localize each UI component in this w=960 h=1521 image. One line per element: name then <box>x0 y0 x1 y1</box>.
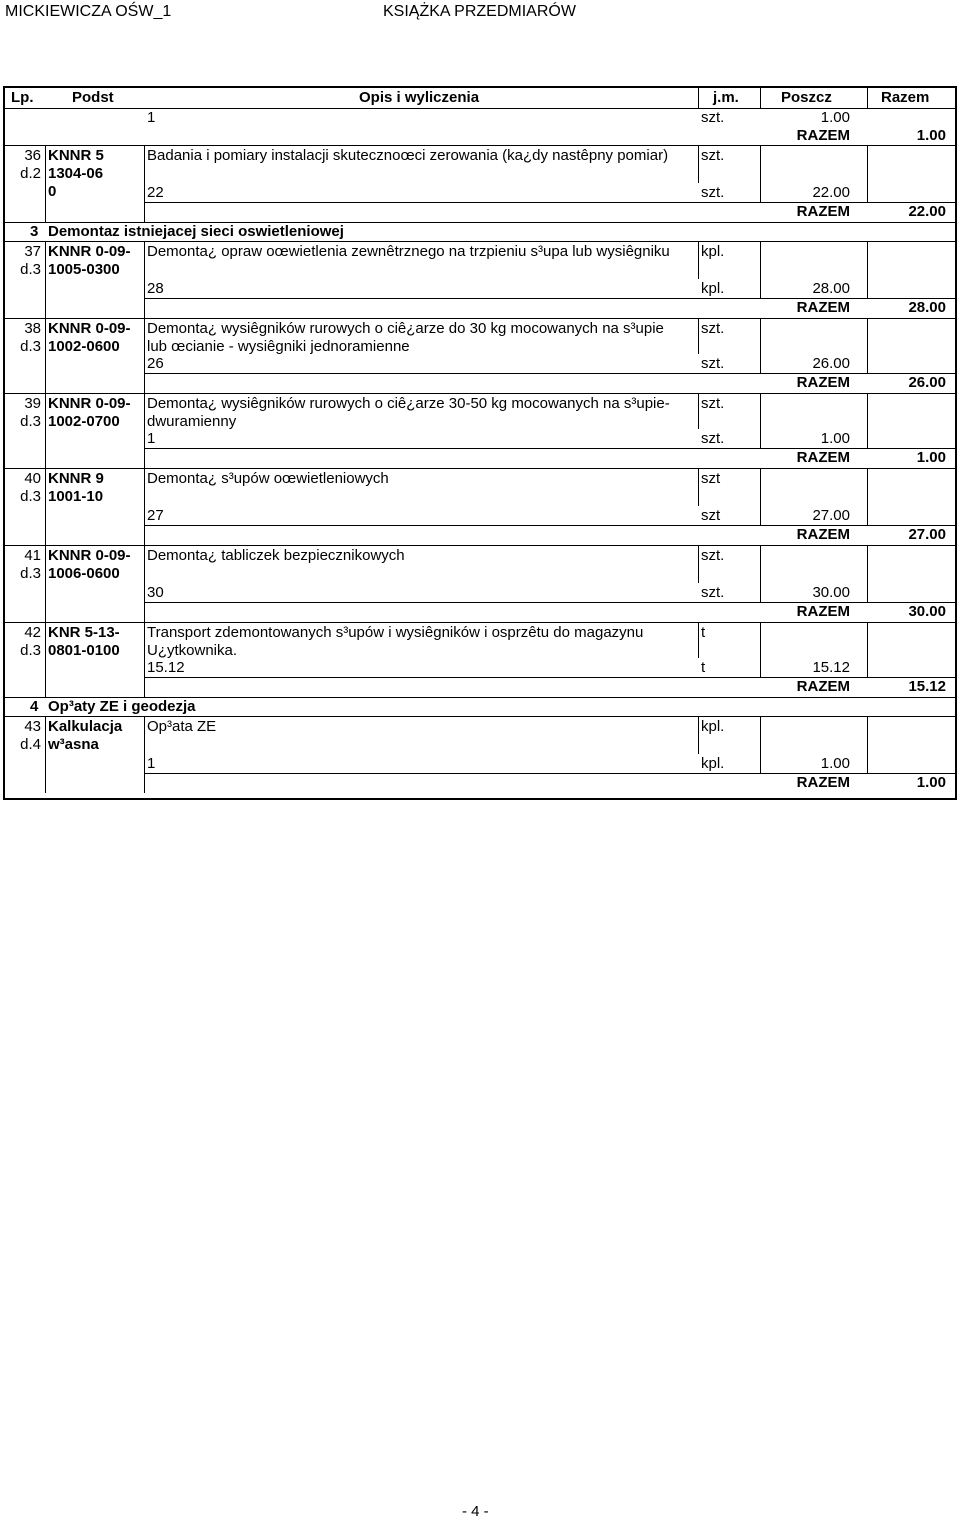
column-header-jm: j.m. <box>713 89 739 106</box>
column-rule <box>698 468 699 506</box>
item-base-code: 1001-10 <box>48 488 104 505</box>
item-unit: kpl. <box>701 243 725 260</box>
calc-quantity: 1 <box>147 109 156 126</box>
item-unit: szt. <box>701 395 725 412</box>
column-rule <box>867 545 868 602</box>
item-lp: 36 <box>24 147 41 164</box>
item-base-code: KNNR 0-09- <box>48 547 131 564</box>
column-rule <box>144 468 145 545</box>
column-header-lp: Lp. <box>11 89 34 106</box>
calc-poszcz: 15.12 <box>812 659 850 676</box>
section-title: Demontaz istniejacej sieci oswietleniowej <box>48 223 344 240</box>
row-rule <box>5 318 955 319</box>
column-rule <box>760 241 761 298</box>
column-rule <box>698 318 699 354</box>
razem-value: 15.12 <box>908 678 946 695</box>
item-unit: szt. <box>701 147 725 164</box>
item-description: Op³ata ZE <box>147 718 217 735</box>
column-rule <box>144 622 145 697</box>
item-base-code: 0 <box>48 183 57 200</box>
column-rule <box>760 318 761 373</box>
column-rule <box>45 241 46 318</box>
item-lp: 41 <box>24 547 41 564</box>
row-rule <box>144 298 955 299</box>
item-lp: 39 <box>24 395 41 412</box>
calc-unit: szt <box>701 507 721 524</box>
section-number: 3 <box>30 223 39 240</box>
column-rule <box>867 88 868 108</box>
calc-poszcz: 28.00 <box>812 280 850 297</box>
column-rule <box>144 393 145 468</box>
column-rule <box>867 393 868 448</box>
razem-label: RAZEM <box>796 678 850 695</box>
razem-value: 26.00 <box>908 374 946 391</box>
calc-unit: kpl. <box>701 755 725 772</box>
item-base-code: 1304-06 <box>48 165 104 182</box>
razem-value: 1.00 <box>916 127 946 144</box>
item-lp: 40 <box>24 470 41 487</box>
column-rule <box>867 716 868 773</box>
calc-quantity: 1 <box>147 755 156 772</box>
item-lp-sub: d.3 <box>20 488 41 505</box>
calc-quantity: 27 <box>147 507 164 524</box>
column-rule <box>698 622 699 658</box>
calc-poszcz: 30.00 <box>812 584 850 601</box>
column-rule <box>698 393 699 429</box>
item-lp-sub: d.3 <box>20 261 41 278</box>
item-base-code: KNNR 0-09- <box>48 320 131 337</box>
row-rule <box>5 622 955 623</box>
column-rule <box>760 393 761 448</box>
column-rule <box>760 716 761 773</box>
razem-value: 30.00 <box>908 603 946 620</box>
item-description: Demonta¿ wysiêgników rurowych o ciê¿arze 30-50 kg mocowanych na s³upie- <box>147 395 670 412</box>
column-rule <box>144 716 145 793</box>
razem-label: RAZEM <box>796 299 850 316</box>
calc-unit: szt. <box>701 184 725 201</box>
row-rule <box>5 716 955 717</box>
column-rule <box>45 716 46 793</box>
item-lp-sub: d.3 <box>20 565 41 582</box>
item-base-code: KNNR 0-09- <box>48 243 131 260</box>
item-base-code: w³asna <box>48 736 99 753</box>
column-rule <box>760 545 761 602</box>
row-rule <box>5 393 955 394</box>
calc-quantity: 1 <box>147 430 156 447</box>
row-rule <box>5 241 955 242</box>
item-lp-sub: d.3 <box>20 413 41 430</box>
razem-label: RAZEM <box>796 203 850 220</box>
calc-quantity: 22 <box>147 184 164 201</box>
calc-quantity: 30 <box>147 584 164 601</box>
item-base-code: Kalkulacja <box>48 718 123 735</box>
calc-unit: szt. <box>701 109 725 126</box>
column-rule <box>867 468 868 525</box>
item-lp-sub: d.2 <box>20 165 41 182</box>
item-base-code: KNR 5-13- <box>48 624 120 641</box>
column-rule <box>867 622 868 677</box>
calc-poszcz: 1.00 <box>820 109 850 126</box>
calc-unit: szt. <box>701 355 725 372</box>
item-description: Demonta¿ s³upów oœwietleniowych <box>147 470 389 487</box>
column-rule <box>45 318 46 393</box>
item-lp: 42 <box>24 624 41 641</box>
column-rule <box>144 145 145 222</box>
item-base-code: KNNR 9 <box>48 470 104 487</box>
column-rule <box>45 468 46 545</box>
column-rule <box>698 545 699 583</box>
column-rule <box>698 241 699 279</box>
calc-quantity: 26 <box>147 355 164 372</box>
razem-value: 28.00 <box>908 299 946 316</box>
column-rule <box>867 145 868 202</box>
row-rule <box>144 202 955 203</box>
calc-unit: t <box>701 659 706 676</box>
column-rule <box>144 241 145 318</box>
calc-unit: szt. <box>701 584 725 601</box>
item-lp: 37 <box>24 243 41 260</box>
column-rule <box>867 318 868 373</box>
row-rule <box>144 602 955 603</box>
column-rule <box>760 145 761 202</box>
item-base-code: KNNR 5 <box>48 147 104 164</box>
column-rule <box>698 716 699 754</box>
column-rule <box>45 145 46 222</box>
item-lp: 43 <box>24 718 41 735</box>
item-lp-sub: d.3 <box>20 642 41 659</box>
column-rule <box>45 622 46 697</box>
item-description: lub œcianie - wysiêgniki jednoramienne <box>147 338 410 355</box>
section-title: Op³aty ZE i geodezja <box>48 698 196 715</box>
item-description: Demonta¿ opraw oœwietlenia zewnêtrznego na trzpieniu s³upa lub wysiêgniku <box>147 243 670 260</box>
item-description: Transport zdemontowanych s³upów i wysiêgników i osprzêtu do magazynu <box>147 624 644 641</box>
razem-label: RAZEM <box>796 127 850 144</box>
item-base-code: 1002-0700 <box>48 413 120 430</box>
column-rule <box>760 468 761 525</box>
calc-poszcz: 22.00 <box>812 184 850 201</box>
razem-value: 1.00 <box>916 449 946 466</box>
column-rule <box>698 88 699 108</box>
razem-label: RAZEM <box>796 374 850 391</box>
calc-quantity: 15.12 <box>147 659 185 676</box>
column-rule <box>144 318 145 393</box>
calc-quantity: 28 <box>147 280 164 297</box>
row-rule <box>144 448 955 449</box>
row-rule <box>144 373 955 374</box>
row-rule <box>5 145 955 146</box>
calc-unit: szt. <box>701 430 725 447</box>
item-unit: szt. <box>701 320 725 337</box>
estimate-table <box>3 86 957 800</box>
item-base-code: 1002-0600 <box>48 338 120 355</box>
column-rule <box>867 241 868 298</box>
item-unit: kpl. <box>701 718 725 735</box>
razem-label: RAZEM <box>796 526 850 543</box>
column-header-poszcz: Poszcz <box>781 89 832 106</box>
item-unit: szt <box>701 470 721 487</box>
razem-label: RAZEM <box>796 774 850 791</box>
column-rule <box>760 88 761 108</box>
item-lp-sub: d.3 <box>20 338 41 355</box>
razem-value: 1.00 <box>916 774 946 791</box>
razem-value: 27.00 <box>908 526 946 543</box>
item-description: Demonta¿ wysiêgników rurowych o ciê¿arze do 30 kg mocowanych na s³upie <box>147 320 664 337</box>
column-rule <box>144 545 145 622</box>
row-rule <box>144 773 955 774</box>
calc-poszcz: 27.00 <box>812 507 850 524</box>
row-rule <box>5 545 955 546</box>
item-unit: t <box>701 624 706 641</box>
calc-poszcz: 26.00 <box>812 355 850 372</box>
column-rule <box>698 145 699 183</box>
item-description: Badania i pomiary instalacji skutecznoœci zerowania (ka¿dy nastêpny pomiar) <box>147 147 669 164</box>
row-rule <box>144 525 955 526</box>
item-lp-sub: d.4 <box>20 736 41 753</box>
item-base-code: 1005-0300 <box>48 261 120 278</box>
item-base-code: KNNR 0-09- <box>48 395 131 412</box>
razem-label: RAZEM <box>796 449 850 466</box>
razem-label: RAZEM <box>796 603 850 620</box>
item-lp: 38 <box>24 320 41 337</box>
column-rule <box>45 393 46 468</box>
document-header-left: MICKIEWICZA OŚW_1 <box>5 3 172 20</box>
row-rule <box>144 677 955 678</box>
column-header-opis: Opis i wyliczenia <box>359 89 480 106</box>
item-description: Demonta¿ tabliczek bezpiecznikowych <box>147 547 405 564</box>
column-rule <box>760 622 761 677</box>
column-header-podst: Podst <box>72 89 114 106</box>
item-base-code: 0801-0100 <box>48 642 120 659</box>
section-number: 4 <box>30 698 39 715</box>
row-rule <box>5 468 955 469</box>
item-description: U¿ytkownika. <box>147 642 238 659</box>
calc-poszcz: 1.00 <box>820 755 850 772</box>
calc-poszcz: 1.00 <box>820 430 850 447</box>
razem-value: 22.00 <box>908 203 946 220</box>
item-base-code: 1006-0600 <box>48 565 120 582</box>
column-header-razem: Razem <box>881 89 930 106</box>
document-header-title: KSIĄŻKA PRZEDMIARÓW <box>383 3 576 20</box>
column-rule <box>45 545 46 622</box>
page-number: - 4 - <box>462 1503 489 1520</box>
item-unit: szt. <box>701 547 725 564</box>
item-description: dwuramienny <box>147 413 237 430</box>
calc-unit: kpl. <box>701 280 725 297</box>
